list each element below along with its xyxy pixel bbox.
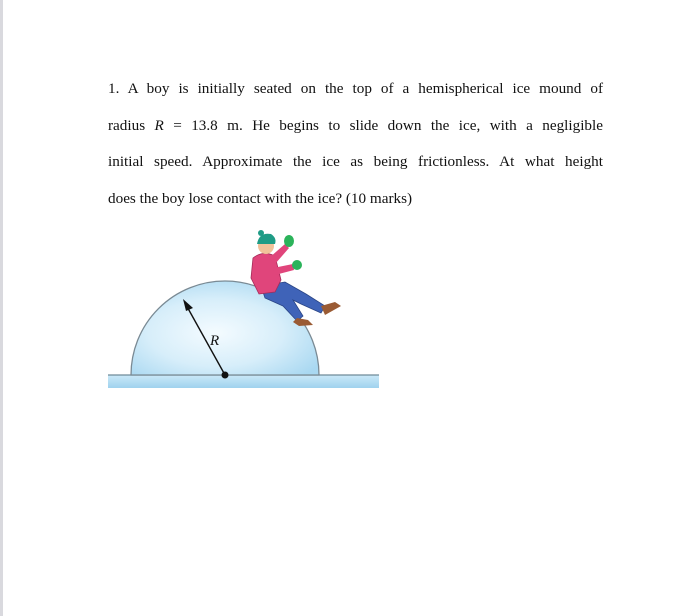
problem-line-1: 1. A boy is initially seated on the top of a hemispherical ice mound of: [108, 80, 604, 97]
radius-variable: R: [154, 116, 164, 134]
problem-number: 1.: [108, 80, 120, 97]
center-point: [222, 372, 229, 379]
boy-boot-right: [321, 302, 341, 315]
ice-ground: [108, 375, 379, 388]
problem-line-3: initial speed. Approximate the ice as being frictionless. At what height: [108, 153, 603, 170]
document-page: [3, 0, 700, 616]
hemisphere-figure: [103, 222, 383, 394]
mitten-left: [284, 235, 294, 247]
hat-pompom: [258, 230, 264, 236]
problem-statement: [108, 71, 603, 217]
radius-label: R: [210, 333, 220, 349]
problem-line-4: does the boy lose contact with the ice? (10 marks): [108, 189, 413, 207]
mitten-right: [292, 260, 302, 270]
problem-line-2: radius R = 13.8 m. He begins to slide down the ice, with a negligible: [108, 116, 603, 134]
